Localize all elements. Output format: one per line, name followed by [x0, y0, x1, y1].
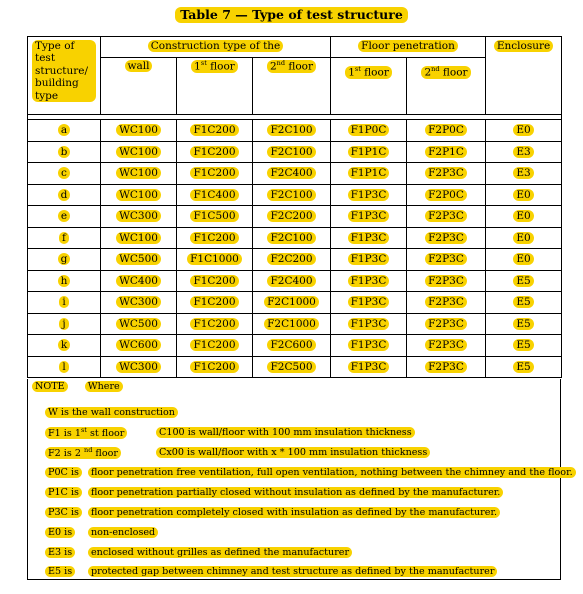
cell-penetration-floor1: F1P3C: [331, 356, 407, 378]
cell-penetration-floor2: F2P3C: [407, 356, 486, 378]
c100-definition: C100 is wall/floor with 100 mm insulation thickness: [156, 427, 415, 438]
definition-text: floor penetration completely closed with insulation as defined by the manufacturer.: [88, 507, 500, 518]
where-label: Where: [85, 381, 123, 392]
table-row: [28, 163, 562, 185]
w-definition: W is the wall construction: [45, 407, 178, 418]
cell-enclosure: E5: [486, 335, 562, 357]
cell-wall: WC500: [101, 313, 177, 335]
table-title-text: Table 7 — Type of test structure: [175, 7, 408, 23]
cell-construction-floor2: F2C200: [253, 249, 331, 271]
cell-construction-floor1: F1C200: [177, 270, 253, 292]
cell-wall: WC400: [101, 270, 177, 292]
cell-penetration-floor2: F2P1C: [407, 141, 486, 163]
cell-enclosure: E0: [486, 206, 562, 228]
cell-penetration-floor1: F1P3C: [331, 206, 407, 228]
cell-type: i: [28, 292, 101, 314]
cell-construction-floor1: F1C200: [177, 141, 253, 163]
cell-type: f: [28, 227, 101, 249]
cell-type: a: [28, 120, 101, 142]
definition-code: P1C is: [45, 487, 82, 498]
cell-wall: WC100: [101, 141, 177, 163]
cell-penetration-floor2: F2P0C: [407, 184, 486, 206]
test-structure-table: [27, 36, 562, 378]
cell-penetration-floor2: F2P3C: [407, 292, 486, 314]
definition-text: floor penetration free ventilation, full open ventilation, nothing between the chimney and the floor.: [88, 467, 576, 478]
cell-construction-floor1: F1C400: [177, 184, 253, 206]
cell-type: h: [28, 270, 101, 292]
cx00-definition: Cx00 is wall/floor with x * 100 mm insulation thickness: [156, 447, 430, 458]
cell-enclosure: E0: [486, 120, 562, 142]
cell-enclosure: E0: [486, 227, 562, 249]
header-wall: wall: [101, 58, 177, 115]
cell-construction-floor1: F1C200: [177, 335, 253, 357]
cell-wall: WC500: [101, 249, 177, 271]
cell-wall: WC300: [101, 292, 177, 314]
definition-code: E3 is: [45, 547, 75, 558]
cell-enclosure: E5: [486, 356, 562, 378]
cell-construction-floor1: F1C1000: [177, 249, 253, 271]
f1-definition: F1 is 1st st floor: [45, 427, 127, 439]
header-type: Type of test structure/ building type: [28, 37, 101, 115]
cell-penetration-floor1: F1P3C: [331, 227, 407, 249]
header-construction-floor1: 1st floor: [177, 58, 253, 115]
cell-type: e: [28, 206, 101, 228]
cell-wall: WC300: [101, 356, 177, 378]
cell-construction-floor2: F2C500: [253, 356, 331, 378]
cell-type: g: [28, 249, 101, 271]
header-penetration-floor1: 1st floor: [331, 58, 407, 115]
table-row: [28, 227, 562, 249]
cell-construction-floor2: F2C100: [253, 227, 331, 249]
cell-construction-floor1: F1C500: [177, 206, 253, 228]
cell-construction-floor1: F1C200: [177, 227, 253, 249]
cell-wall: WC300: [101, 206, 177, 228]
definition-text: floor penetration partially closed without insulation as defined by the manufacturer.: [88, 487, 503, 498]
header-penetration-floor2: 2nd floor: [407, 58, 486, 115]
cell-wall: WC100: [101, 184, 177, 206]
table-row: [28, 184, 562, 206]
header-construction: Construction type of the: [101, 37, 331, 58]
cell-construction-floor2: F2C100: [253, 184, 331, 206]
cell-enclosure: E3: [486, 141, 562, 163]
cell-penetration-floor2: F2P3C: [407, 313, 486, 335]
cell-penetration-floor1: F1P3C: [331, 270, 407, 292]
cell-construction-floor1: F1C200: [177, 163, 253, 185]
cell-construction-floor2: F2C600: [253, 335, 331, 357]
table-row: [28, 356, 562, 378]
cell-construction-floor1: F1C200: [177, 120, 253, 142]
table-row: [28, 206, 562, 228]
header-penetration: Floor penetration: [331, 37, 486, 58]
f2-definition: F2 is 2 $^{nd}$ floor: [45, 447, 121, 459]
table-row: [28, 270, 562, 292]
cell-construction-floor2: F2C1000: [253, 313, 331, 335]
table-row: [28, 120, 562, 142]
note-label: NOTE: [32, 381, 68, 392]
cell-penetration-floor2: F2P3C: [407, 335, 486, 357]
cell-construction-floor2: F2C100: [253, 141, 331, 163]
definition-code: E5 is: [45, 566, 75, 577]
definition-text: enclosed without grilles as defined the manufacturer: [88, 547, 352, 558]
definition-text: non-enclosed: [88, 527, 158, 538]
cell-enclosure: E5: [486, 292, 562, 314]
cell-penetration-floor1: F1P0C: [331, 120, 407, 142]
table-title: [0, 4, 583, 23]
cell-wall: WC600: [101, 335, 177, 357]
cell-type: k: [28, 335, 101, 357]
cell-type: c: [28, 163, 101, 185]
cell-enclosure: E5: [486, 270, 562, 292]
cell-penetration-floor1: F1P3C: [331, 292, 407, 314]
cell-construction-floor1: F1C200: [177, 356, 253, 378]
cell-penetration-floor2: F2P0C: [407, 120, 486, 142]
cell-construction-floor2: F2C400: [253, 270, 331, 292]
definition-code: E0 is: [45, 527, 75, 538]
cell-enclosure: E5: [486, 313, 562, 335]
table-row: [28, 249, 562, 271]
table-row: [28, 141, 562, 163]
cell-penetration-floor1: F1P1C: [331, 163, 407, 185]
cell-type: b: [28, 141, 101, 163]
cell-construction-floor2: F2C100: [253, 120, 331, 142]
cell-enclosure: E0: [486, 249, 562, 271]
table-row: [28, 335, 562, 357]
cell-type: l: [28, 356, 101, 378]
cell-penetration-floor1: F1P3C: [331, 313, 407, 335]
cell-penetration-floor2: F2P3C: [407, 249, 486, 271]
cell-penetration-floor2: F2P3C: [407, 227, 486, 249]
definition-code: P0C is: [45, 467, 82, 478]
cell-type: d: [28, 184, 101, 206]
cell-enclosure: E0: [486, 184, 562, 206]
notes-section: [27, 379, 573, 580]
header-construction-floor2: 2nd floor: [253, 58, 331, 115]
cell-construction-floor1: F1C200: [177, 292, 253, 314]
cell-wall: WC100: [101, 227, 177, 249]
cell-wall: WC100: [101, 120, 177, 142]
definition-code: P3C is: [45, 507, 82, 518]
cell-construction-floor1: F1C200: [177, 313, 253, 335]
cell-construction-floor2: F2C200: [253, 206, 331, 228]
cell-enclosure: E3: [486, 163, 562, 185]
definition-text: protected gap between chimney and test structure as defined by the manufacturer: [88, 566, 497, 577]
header-enclosure: Enclosure: [486, 37, 562, 115]
cell-penetration-floor1: F1P3C: [331, 335, 407, 357]
cell-penetration-floor1: F1P3C: [331, 249, 407, 271]
table-row: [28, 313, 562, 335]
cell-penetration-floor1: F1P3C: [331, 184, 407, 206]
cell-penetration-floor2: F2P3C: [407, 270, 486, 292]
cell-type: j: [28, 313, 101, 335]
cell-penetration-floor2: F2P3C: [407, 206, 486, 228]
cell-construction-floor2: F2C1000: [253, 292, 331, 314]
cell-penetration-floor1: F1P1C: [331, 141, 407, 163]
cell-penetration-floor2: F2P3C: [407, 163, 486, 185]
cell-construction-floor2: F2C400: [253, 163, 331, 185]
table-row: [28, 292, 562, 314]
cell-wall: WC100: [101, 163, 177, 185]
